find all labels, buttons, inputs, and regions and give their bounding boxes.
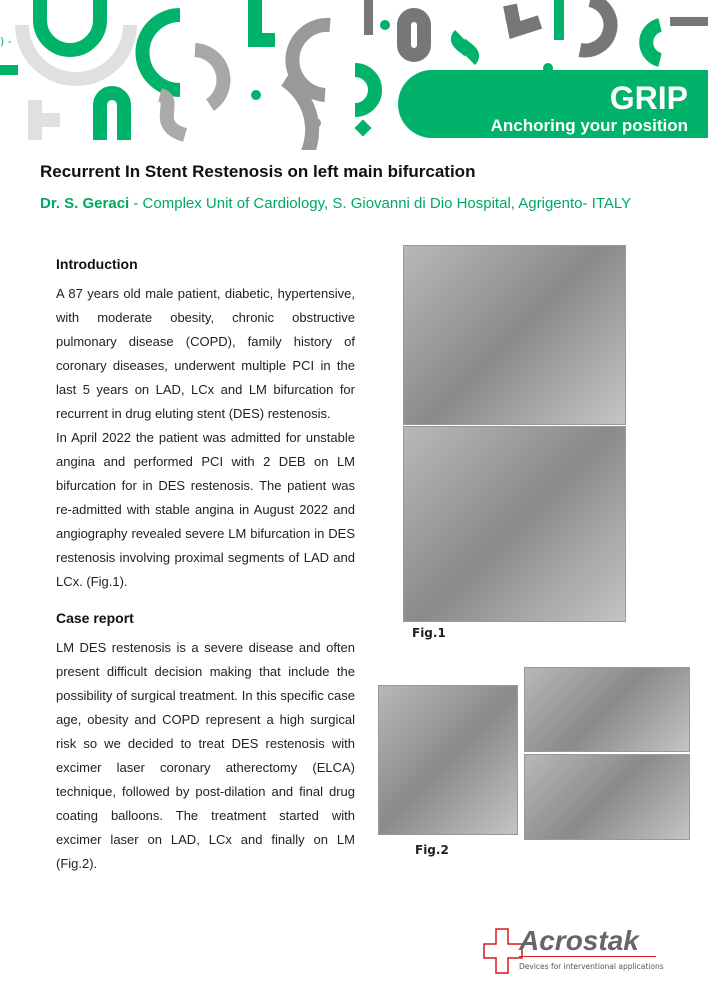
case-report-heading: Case report [56,610,134,626]
angiography-image-fig2-bottom-right [524,754,690,840]
brand-title: GRIP [609,80,688,116]
fig1-caption: Fig.1 [412,626,446,640]
introduction-heading: Introduction [56,256,138,272]
angiography-image-fig2-top-right [524,667,690,752]
angiography-image-fig1-top [403,245,626,425]
brand-banner [398,70,708,138]
article-title: Recurrent In Stent Restenosis on left main bifurcation [40,162,476,181]
case-report-paragraph: LM DES restenosis is a severe disease and often present difficult decision making that include the possibility of surgical treatment. In this specific case age, obesity and COPD represent a high surgical risk so we decided to treat DES restenosis with excimer laser coronary atherectomy (ELCA) technique, followed by post-dilation and final drug coating balloons. The treatment started with excimer laser on LAD, LCx and finally on LM (Fig.2). [56,640,355,871]
introduction-paragraph-2: In April 2022 the patient was admitted for unstable angina and performed PCI with 2 DEB on LM bifurcation for in DES restenosis. The patient was re-admitted with stable angina in August 2022 and angiography revealed severe LM bifurcation in DES restenosis involving proximal segments of LAD and LCx. (Fig.1). [56,430,355,589]
red-cross-icon [483,928,523,974]
logo-name: Acrostak [519,926,656,957]
affiliation: - Complex Unit of Cardiology, S. Giovanni di Dio Hospital, Agrigento- ITALY [133,195,632,212]
brand-tagline: Anchoring your position [490,116,688,135]
text-column [56,254,355,876]
case-report-section [56,608,355,876]
introduction-paragraph-1: A 87 years old male patient, diabetic, hypertensive, with moderate obesity, chronic obstructive pulmonary disease (COPD), family history of coronary diseases, underwent multiple PCI in the last 5 years on LAD, LCx and LM bifurcation for recurrent in drug eluting stent (DES) restenosis. [56,286,355,421]
fig2-caption: Fig.2 [415,843,449,857]
angiography-image-fig2-left [378,685,518,835]
introduction-section [56,254,355,594]
side-mark: ) - [0,35,12,48]
logo-tagline: Devices for interventional applications [519,962,664,971]
acrostak-logo [483,925,664,978]
author-name: Dr. S. Geraci [40,195,130,212]
author-line [40,195,631,212]
angiography-image-fig1-bottom [403,426,626,622]
